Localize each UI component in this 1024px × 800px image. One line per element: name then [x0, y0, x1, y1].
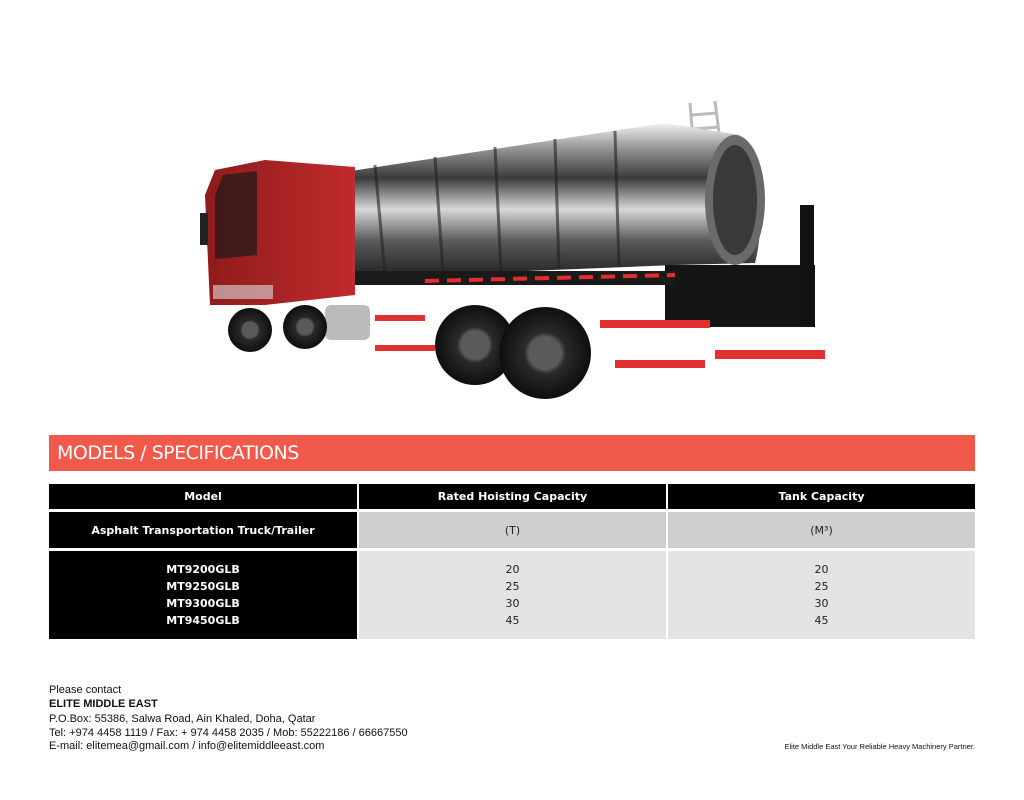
- header-model: Model: [49, 484, 358, 509]
- model-name: MT9450GLB: [166, 614, 240, 627]
- tank-value: 20: [814, 563, 829, 576]
- contact-intro: Please contact: [49, 684, 122, 696]
- tank-value: 45: [814, 614, 829, 627]
- address: P.O.Box: 55386, Salwa Road, Ain Khaled, Doha, Qatar: [49, 713, 316, 725]
- company-name: ELITE MIDDLE EAST: [49, 697, 158, 710]
- tank-value: 25: [814, 580, 829, 593]
- phone-numbers: Tel: +974 4458 1119 / Fax: + 974 4458 2035 / Mob: 55222186 / 66667550: [49, 726, 408, 739]
- contact-block: [49, 684, 408, 754]
- header-tank-capacity: Tank Capacity: [667, 484, 975, 509]
- model-list: [49, 551, 358, 639]
- table-header-row: [49, 484, 975, 509]
- tank-values: [667, 551, 975, 639]
- hoisting-values: [358, 551, 667, 639]
- hoisting-value: 25: [505, 580, 520, 593]
- table-row: [49, 551, 975, 639]
- header-hoisting-capacity: Rated Hoisting Capacity: [358, 484, 667, 509]
- hoisting-value: 20: [505, 563, 520, 576]
- model-name: MT9300GLB: [166, 597, 240, 610]
- model-name: MT9200GLB: [166, 563, 240, 576]
- tank-value: 30: [814, 597, 829, 610]
- category-cell: Asphalt Transportation Truck/Trailer: [49, 512, 358, 548]
- table-row: [49, 512, 975, 548]
- hoisting-value: 30: [505, 597, 520, 610]
- model-name: MT9250GLB: [166, 580, 240, 593]
- tagline: Elite Middle East Your Reliable Heavy Machinery Partner.: [784, 742, 975, 751]
- hoisting-value: 45: [505, 614, 520, 627]
- section-title: MODELS / SPECIFICATIONS: [49, 435, 975, 471]
- tank-unit: (M³): [667, 512, 975, 548]
- asphalt-tanker-truck-image: [195, 95, 835, 415]
- email: E-mail: elitemea@gmail.com / info@elitemiddleeast.com: [49, 740, 325, 752]
- specifications-table: [49, 484, 975, 639]
- hoisting-unit: (T): [358, 512, 667, 548]
